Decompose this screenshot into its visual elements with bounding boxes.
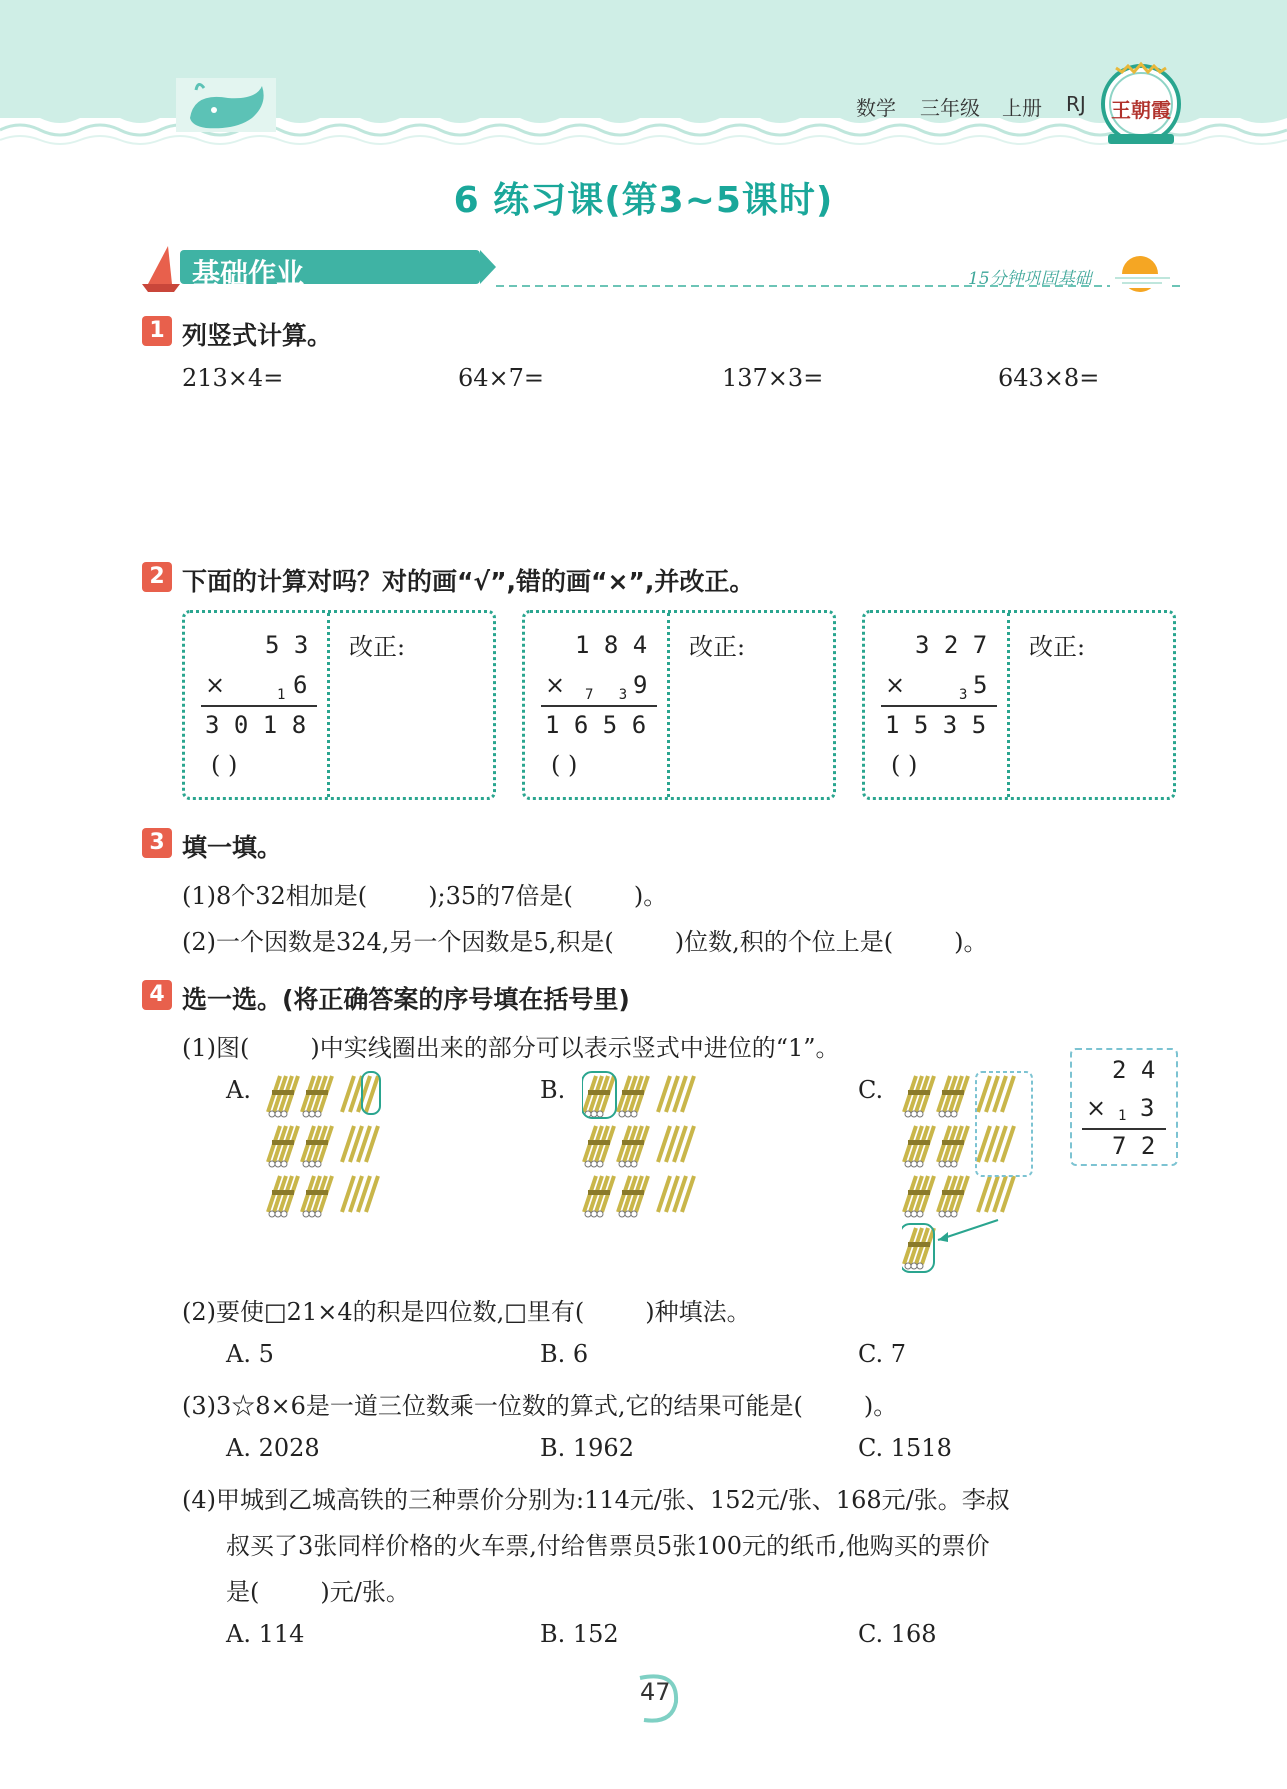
q4-p3-stem: (3)3☆8×6是一道三位数乘一位数的算式,它的结果可能是( )。 xyxy=(182,1392,898,1420)
option-c-sticks-image xyxy=(902,1070,1042,1280)
times-sign: × xyxy=(205,671,226,699)
multiplicand: 5 3 xyxy=(265,631,309,659)
q4-p4-option-a[interactable]: A. 114 xyxy=(226,1620,305,1648)
q3-number: 3 xyxy=(142,828,172,858)
correction-label: 改正: xyxy=(349,633,406,661)
result: 3 0 1 8 xyxy=(205,711,307,739)
q2-box-3 xyxy=(862,610,1176,800)
calc-carry: 1 xyxy=(1118,1108,1127,1124)
calc-result: 7 2 xyxy=(1112,1132,1156,1160)
page-title: 6 练习课(第3~5课时) xyxy=(453,180,834,221)
multiplier: 5 xyxy=(973,671,988,699)
q3-title: 填一填。 xyxy=(182,833,283,862)
header-edition: RJ xyxy=(1066,92,1086,116)
answer-parens[interactable]: ( ) xyxy=(891,751,918,779)
q4-p4-option-c[interactable]: C. 168 xyxy=(858,1620,937,1648)
carry-digits: 7 3 xyxy=(585,687,628,703)
calc-top: 2 4 xyxy=(1112,1056,1156,1084)
calc-line xyxy=(1082,1128,1166,1130)
q2-title: 下面的计算对吗？对的画“√”,错的画“×”,并改正。 xyxy=(182,567,755,596)
q2-box-2 xyxy=(522,610,836,800)
brand-logo xyxy=(1098,58,1184,148)
q1-item-1: 213×4= xyxy=(182,364,284,392)
q1-item-3: 137×3= xyxy=(722,364,824,392)
box-divider xyxy=(667,613,670,797)
calc-multiplier: 3 xyxy=(1140,1094,1155,1122)
times-sign: × xyxy=(545,671,566,699)
calc-line xyxy=(201,705,317,707)
q2-number: 2 xyxy=(142,562,172,592)
header-volume: 上册 xyxy=(1002,96,1042,120)
correction-label: 改正: xyxy=(1029,633,1086,661)
q4-p4-option-b[interactable]: B. 152 xyxy=(540,1620,619,1648)
correction-label: 改正: xyxy=(689,633,746,661)
carry-digit: 1 xyxy=(277,687,286,703)
option-b-sticks-image xyxy=(582,1070,722,1230)
section-tag: 15分钟巩固基础 xyxy=(968,269,1092,289)
calc-line xyxy=(541,705,657,707)
q4-p4-stem-line-1: (4)甲城到乙城高铁的三种票价分别为:114元/张、152元/张、168元/张。李叔 xyxy=(182,1486,1010,1514)
q1-number: 1 xyxy=(142,316,172,346)
times-sign: × xyxy=(885,671,906,699)
calc-times-sign: × xyxy=(1086,1094,1107,1122)
q1-item-4: 643×8= xyxy=(998,364,1100,392)
q1-title: 列竖式计算。 xyxy=(182,321,333,350)
q4-p2-stem: (2)要使□21×4的积是四位数,□里有( )种填法。 xyxy=(182,1298,751,1326)
q4-p3-option-b[interactable]: B. 1962 xyxy=(540,1434,634,1462)
q4-number: 4 xyxy=(142,980,172,1010)
q4-vertical-calc xyxy=(1070,1048,1178,1166)
header-subject: 数学 xyxy=(856,96,896,120)
q4-p3-option-a[interactable]: A. 2028 xyxy=(226,1434,320,1462)
q4-p2-option-c[interactable]: C. 7 xyxy=(858,1340,907,1368)
result: 1 6 5 6 xyxy=(545,711,647,739)
calc-line xyxy=(881,705,997,707)
multiplicand: 3 2 7 xyxy=(915,631,988,659)
multiplicand: 1 8 4 xyxy=(575,631,648,659)
box-divider xyxy=(327,613,330,797)
q4-p3-option-c[interactable]: C. 1518 xyxy=(858,1434,952,1462)
multiplier: 6 xyxy=(293,671,308,699)
q4-title: 选一选。(将正确答案的序号填在括号里) xyxy=(182,985,630,1014)
whale-icon xyxy=(176,78,276,132)
page-number: 47 xyxy=(640,1678,671,1706)
box-divider xyxy=(1007,613,1010,797)
q4-p2-option-a[interactable]: A. 5 xyxy=(226,1340,274,1368)
answer-parens[interactable]: ( ) xyxy=(551,751,578,779)
answer-parens[interactable]: ( ) xyxy=(211,751,238,779)
q4-p1-option-c[interactable]: C. xyxy=(858,1076,884,1104)
header-grade: 三年级 xyxy=(920,96,980,120)
result: 1 5 3 5 xyxy=(885,711,987,739)
q4-p1-option-a[interactable]: A. xyxy=(226,1076,251,1104)
carry-digit: 3 xyxy=(959,687,968,703)
option-a-sticks-image xyxy=(266,1070,406,1230)
q4-p4-stem-line-2: 叔买了3张同样价格的火车票,付给售票员5张100元的纸币,他购买的票价 xyxy=(226,1532,990,1560)
logo-text: 王朝霞 xyxy=(1111,98,1171,122)
q3-line-1: (1)8个32相加是( );35的7倍是( )。 xyxy=(182,882,668,910)
q4-p1-stem: (1)图( )中实线圈出来的部分可以表示竖式中进位的“1”。 xyxy=(182,1034,840,1062)
q1-item-2: 64×7= xyxy=(458,364,545,392)
multiplier: 9 xyxy=(633,671,648,699)
q2-box-1 xyxy=(182,610,496,800)
q3-line-2: (2)一个因数是324,另一个因数是5,积是( )位数,积的个位上是( )。 xyxy=(182,928,988,956)
q4-p1-option-b[interactable]: B. xyxy=(540,1076,566,1104)
q4-p4-stem-line-3: 是( )元/张。 xyxy=(226,1578,410,1606)
section-label: 基础作业 xyxy=(192,257,305,290)
q4-p2-option-b[interactable]: B. 6 xyxy=(540,1340,589,1368)
